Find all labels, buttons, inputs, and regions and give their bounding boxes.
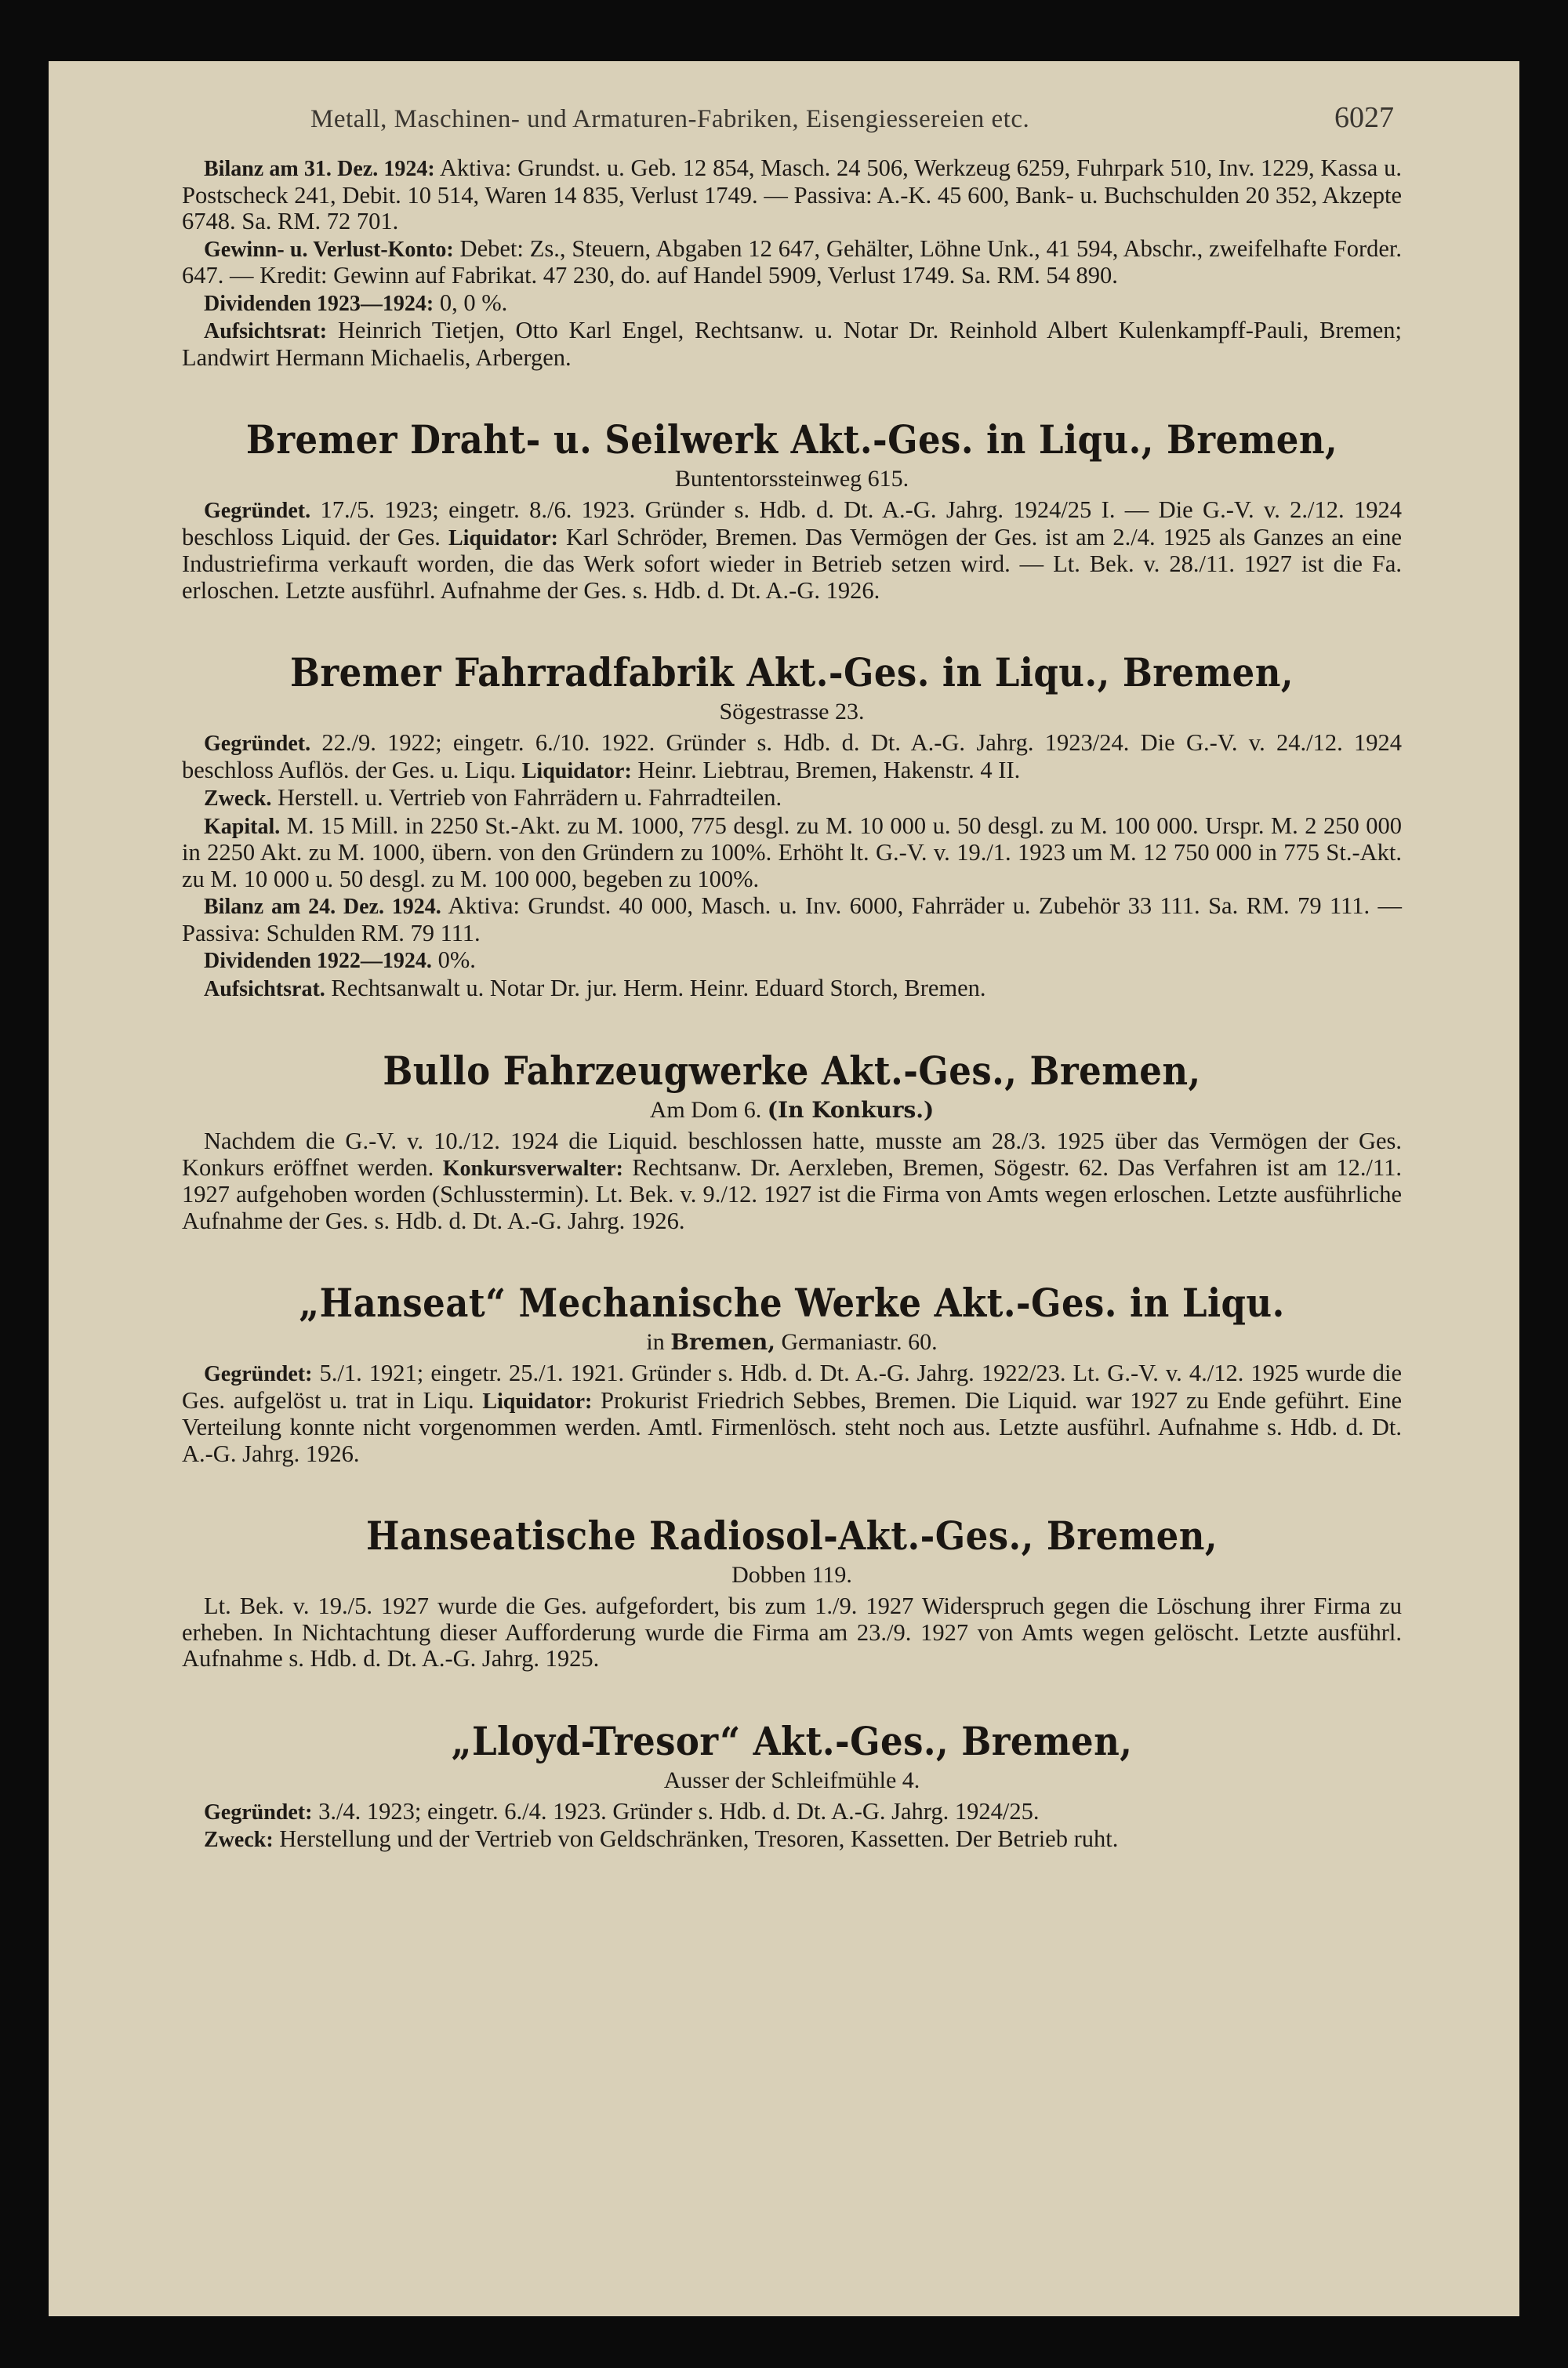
entry-bremer-draht	[182, 416, 1402, 604]
entry-lloyd-tresor	[182, 1718, 1402, 1854]
loeschung-paragraph: Lt. Bek. v. 19./5. 1927 wurde die Ges. aufgefordert, bis zum 1./9. 1927 Widerspruch gegen die Löschung ihrer Firma zu erheben. In Nichtachtung dieser Aufforderung wurde die Firma am 23./9. 1927 von Amts wegen gelöscht. Letzte ausführl. Aufnahme s. Hdb. d. Dt. A.-G. Jahrg. 1925.	[182, 1593, 1402, 1672]
gewinn-paragraph: Gewinn- u. Verlust-Konto: Debet: Zs., Steuern, Abgaben 12 647, Gehälter, Löhne Unk., 41 594, Abschr., zweifelhafte Forder. 647. — Kredit: Gewinn auf Fabrikat. 47 230, do. auf Handel 5909, Verlust 1749. Sa. RM. 54 890.	[182, 234, 1403, 289]
company-address: Ausser der Schleifmühle 4.	[663, 1767, 920, 1793]
company-title: Bullo Fahrzeugwerke Akt.-Ges., Bremen,	[383, 1048, 1201, 1094]
entry-bremer-fahrrad	[182, 649, 1402, 1002]
company-address: Sögestrasse 23.	[719, 699, 865, 725]
company-address: in Bremen, Germaniastr. 60.	[646, 1329, 938, 1355]
entry-radiosol	[182, 1513, 1402, 1672]
company-title: Bremer Fahrradfabrik Akt.-Ges. in Liqu., Bremen,	[290, 649, 1294, 696]
zweck-paragraph: Zweck: Herstellung und der Vertrieb von Geldschränken, Tresoren, Kassetten. Der Betrieb ruht.	[204, 1825, 1119, 1852]
gegruendet-paragraph: Gegründet: 3./4. 1923; eingetr. 6./4. 1923. Gründer s. Hdb. d. Dt. A.-G. Jahrg. 1924/25.	[204, 1797, 1040, 1825]
zweck-paragraph: Zweck. Herstell. u. Vertrieb von Fahrrädern u. Fahrradteilen.	[204, 784, 782, 811]
kapital-paragraph: Kapital. M. 15 Mill. in 2250 St.-Akt. zu M. 1000, 775 desgl. zu M. 10 000 u. 50 desgl. zu M. 100 000. Urspr. M. 2 250 000 in 2250 Akt. zu M. 1000, übern. von den Gründern zu 100%. Erhöht lt. G.-V. v. 19./1. 1923 um M. 12 750 000 in 775 St.-Akt. zu M. 10 000 u. 50 desgl. zu M. 100 000, begeben zu 100%.	[182, 812, 1402, 892]
bilanz-paragraph: Bilanz am 24. Dez. 1924. Aktiva: Grundst. 40 000, Masch. u. Inv. 6000, Fahrräder u. Zubehör 33 111. Sa. RM. 79 111. — Passiva: Schulden RM. 79 111.	[182, 892, 1402, 946]
company-title: Hanseatische Radiosol-Akt.-Ges., Bremen,	[365, 1513, 1218, 1559]
company-title: „Lloyd-Tresor“ Akt.-Ges., Bremen,	[451, 1717, 1133, 1764]
entry-continued	[182, 155, 1402, 371]
entry-hanseat	[182, 1280, 1402, 1467]
company-address: Buntentorssteinweg 615.	[674, 466, 909, 492]
gegruendet-paragraph: Gegründet: 5./1. 1921; eingetr. 25./1. 1921. Gründer s. Hdb. d. Dt. A.-G. Jahrg. 1922/23. Lt. G.-V. v. 4./12. 1925 wurde die Ges. aufgelöst u. trat in Liqu. Liquidator: Prokurist Friedrich Sebbes, Bremen. Die Liquid. war 1927 zu Ende geführt. Eine Verteilung konnte nicht vorgenommen werden. Amtl. Firmenlösch. steht noch aus. Letzte ausführl. Aufnahme s. Hdb. d. Dt. A.-G. Jahrg. 1926.	[182, 1360, 1403, 1467]
aufsichtsrat-paragraph: Aufsichtsrat: Heinrich Tietjen, Otto Karl Engel, Rechtsanw. u. Notar Dr. Reinhold Albert Kulenkampff-Pauli, Bremen; Landwirt Hermann Michaelis, Arbergen.	[182, 317, 1403, 371]
status-konkurs: (In Konkurs.)	[767, 1097, 935, 1123]
page-number: 6027	[1334, 101, 1394, 134]
konkurs-paragraph: Nachdem die G.-V. v. 10./12. 1924 die Liquid. beschlossen hatte, musste am 28./3. 1925 über das Vermögen der Ges. Konkurs eröffnet werden. Konkursverwalter: Rechtsanw. Dr. Aerxleben, Bremen, Sögestr. 62. Das Verfahren ist am 12./11. 1927 aufgehoben worden (Schlusstermin). Lt. Bek. v. 9./12. 1927 ist die Firma von Amts wegen erloschen. Letzte ausführliche Aufnahme der Ges. s. Hdb. d. Dt. A.-G. Jahrg. 1926.	[182, 1128, 1403, 1234]
company-address: Dobben 119.	[731, 1562, 852, 1588]
dividenden-paragraph: Dividenden 1923—1924: 0, 0 %.	[204, 289, 508, 316]
company-title: „Hanseat“ Mechanische Werke Akt.-Ges. in Liqu.	[299, 1280, 1285, 1326]
company-address: Am Dom 6. (In Konkurs.)	[649, 1097, 935, 1123]
bilanz-paragraph: Bilanz am 31. Dez. 1924: Aktiva: Grundst. u. Geb. 12 854, Masch. 24 506, Werkzeug 6259, Fuhrpark 510, Inv. 1229, Kassa u. Postscheck 241, Debit. 10 514, Waren 14 835, Verlust 1749. — Passiva: A.-K. 45 600, Bank- u. Buchschulden 20 352, Akzepte 6748. Sa. RM. 72 701.	[182, 154, 1403, 234]
dividenden-paragraph: Dividenden 1922—1924. 0%.	[204, 946, 476, 973]
running-title: Metall, Maschinen- und Armaturen-Fabriken, Eisengiessereien etc.	[310, 105, 1030, 133]
entry-bullo	[182, 1048, 1402, 1234]
document-page	[49, 61, 1519, 2316]
company-title: Bremer Draht- u. Seilwerk Akt.-Ges. in Liqu., Bremen,	[245, 416, 1338, 463]
gegruendet-paragraph: Gegründet. 17./5. 1923; eingetr. 8./6. 1923. Gründer s. Hdb. d. Dt. A.-G. Jahrg. 1924/25 I. — Die G.-V. v. 2./12. 1924 beschloss Liquid. der Ges. Liquidator: Karl Schröder, Bremen. Das Vermögen der Ges. ist am 2./4. 1925 als Ganzes an eine Industriefirma verkauft worden, die das Werk sofort wieder in Betrieb setzen wird. — Lt. Bek. v. 28./11. 1927 ist die Fa. erloschen. Letzte ausführl. Aufnahme der Ges. s. Hdb. d. Dt. A.-G. 1926.	[182, 496, 1403, 604]
gegruendet-paragraph: Gegründet. 22./9. 1922; eingetr. 6./10. 1922. Gründer s. Hdb. d. Dt. A.-G. Jahrg. 1923/24. Die G.-V. v. 24./12. 1924 beschloss Auflös. der Ges. u. Liqu. Liquidator: Heinr. Liebtrau, Bremen, Hakenstr. 4 II.	[182, 729, 1403, 783]
aufsichtsrat-paragraph: Aufsichtsrat. Rechtsanwalt u. Notar Dr. jur. Herm. Heinr. Eduard Storch, Bremen.	[204, 974, 986, 1001]
page-header	[182, 100, 1402, 135]
